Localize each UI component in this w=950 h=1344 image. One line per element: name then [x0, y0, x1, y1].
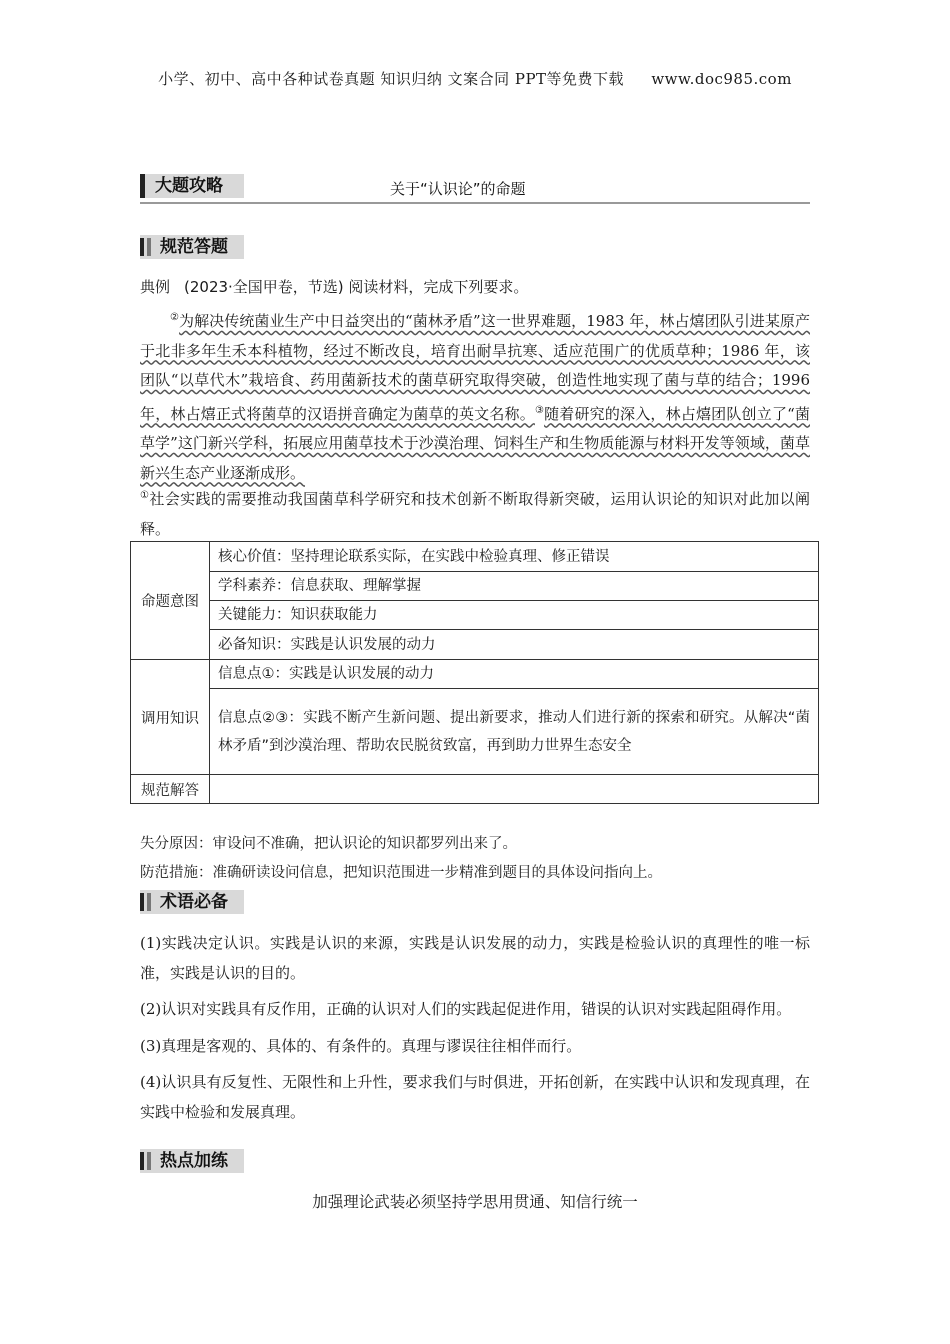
section-marker-icon	[140, 893, 144, 911]
example-material	[140, 303, 810, 488]
knowledge-label: 调用知识	[131, 660, 210, 775]
marker-1: ①	[140, 490, 150, 501]
example-source-text: (2023·全国甲卷，节选) 阅读材料，完成下列要求。	[184, 278, 529, 296]
marker-2: ②	[170, 312, 180, 323]
section-marker-icon	[140, 238, 144, 256]
term-item: (4)认识具有反复性、无限性和上升性，要求我们与时俱进，开拓创新，在实践中认识和发现真理，在实践中检验和发展真理。	[140, 1073, 810, 1121]
section-terms	[140, 890, 244, 914]
hot-practice-title: 加强理论武装必须坚持学思用贯通、知信行统一	[312, 1193, 638, 1211]
section-standard-answer	[140, 235, 244, 259]
section-title: 规范答题	[160, 237, 228, 257]
section-title: 术语必备	[160, 892, 228, 912]
section-hot-practice	[140, 1149, 244, 1173]
marker-3: ③	[534, 404, 545, 416]
prevention-measure: 防范措施：准确研读设问信息，把知识范围进一步精准到题目的具体设问指向上。	[140, 865, 662, 881]
main-section-title: 关于“认识论”的命题	[390, 180, 526, 198]
section-marker-icon	[147, 893, 151, 911]
material-paragraph-2: 随着研究的深入，林占熺团队创立了“菌草学”这门新兴学科，拓展应用菌草技术于沙漠治理、饲料生产和生物质能源与材料开发等领域，菌草新兴生态产业逐渐成形。	[140, 404, 810, 482]
example-source	[140, 273, 810, 303]
main-section-tag: 大题攻略	[140, 174, 244, 198]
answer-cell	[210, 775, 819, 804]
term-item: (3)真理是客观的、具体的、有条件的。真理与谬误往往相伴而行。	[140, 1036, 582, 1055]
section-marker-icon	[147, 238, 151, 256]
question-text: 社会实践的需要推动我国菌草科学研究和技术创新不断取得新突破，运用认识论的知识对此加以阐释。	[140, 490, 810, 538]
page-header	[0, 68, 950, 89]
material-paragraph-1: 为解决传统菌业生产中日益突出的“菌林矛盾”这一世界难题，1983 年，林占熺团队引进某原产于北非多年生禾本科植物，经过不断改良，培育出耐旱抗寒、适应范围广的优质草种；1986 年，该团队“以草代木”栽培食、药用菌新技术的菌草研究取得突破，创造性地实现了菌与草的结合；1996 年，林占熺正式将菌草的汉语拼音确定为菌草的英文名称。	[140, 312, 810, 423]
term-item: (2)认识对实践具有反作用，正确的认识对人们的实践起促进作用，错误的认识对实践起阻碍作用。	[140, 1000, 792, 1018]
section-marker-icon	[147, 1152, 151, 1170]
loss-reason: 失分原因：审设问不准确，把认识论的知识都罗列出来了。	[140, 836, 517, 852]
main-section-bar	[140, 172, 810, 204]
analysis-table	[130, 541, 819, 804]
intent-row-knowledge: 必备知识：实践是认识发展的动力	[210, 630, 819, 660]
intent-row-core: 核心价值：坚持理论联系实际，在实践中检验真理、修正错误	[210, 542, 819, 572]
tips-block	[140, 830, 810, 888]
example-question	[140, 481, 810, 544]
term-item: (1)实践决定认识。实践是认识的来源，实践是认识发展的动力，实践是检验认识的真理性的唯一标准，实践是认识的目的。	[140, 934, 810, 982]
knowledge-row-2: 信息点②③：实践不断产生新问题、提出新要求，推动人们进行新的探索和研究。从解决“菌林矛盾”到沙漠治理、帮助农民脱贫致富，再到助力世界生态安全	[210, 689, 819, 775]
header-site[interactable]: www.doc985.com	[651, 70, 792, 88]
header-text: 小学、初中、高中各种试卷真题 知识归纳 文案合同 PPT等免费下载	[158, 70, 625, 88]
section-title: 热点加练	[160, 1151, 228, 1171]
knowledge-row-1: 信息点①：实践是认识发展的动力	[210, 660, 819, 689]
example-lead: 典例	[140, 278, 171, 296]
answer-label: 规范解答	[131, 775, 210, 804]
section-marker-icon	[140, 1152, 144, 1170]
intent-label: 命题意图	[131, 542, 210, 660]
intent-row-literacy: 学科素养：信息获取、理解掌握	[210, 572, 819, 601]
terms-list	[140, 929, 810, 1134]
intent-row-ability: 关键能力：知识获取能力	[210, 601, 819, 630]
